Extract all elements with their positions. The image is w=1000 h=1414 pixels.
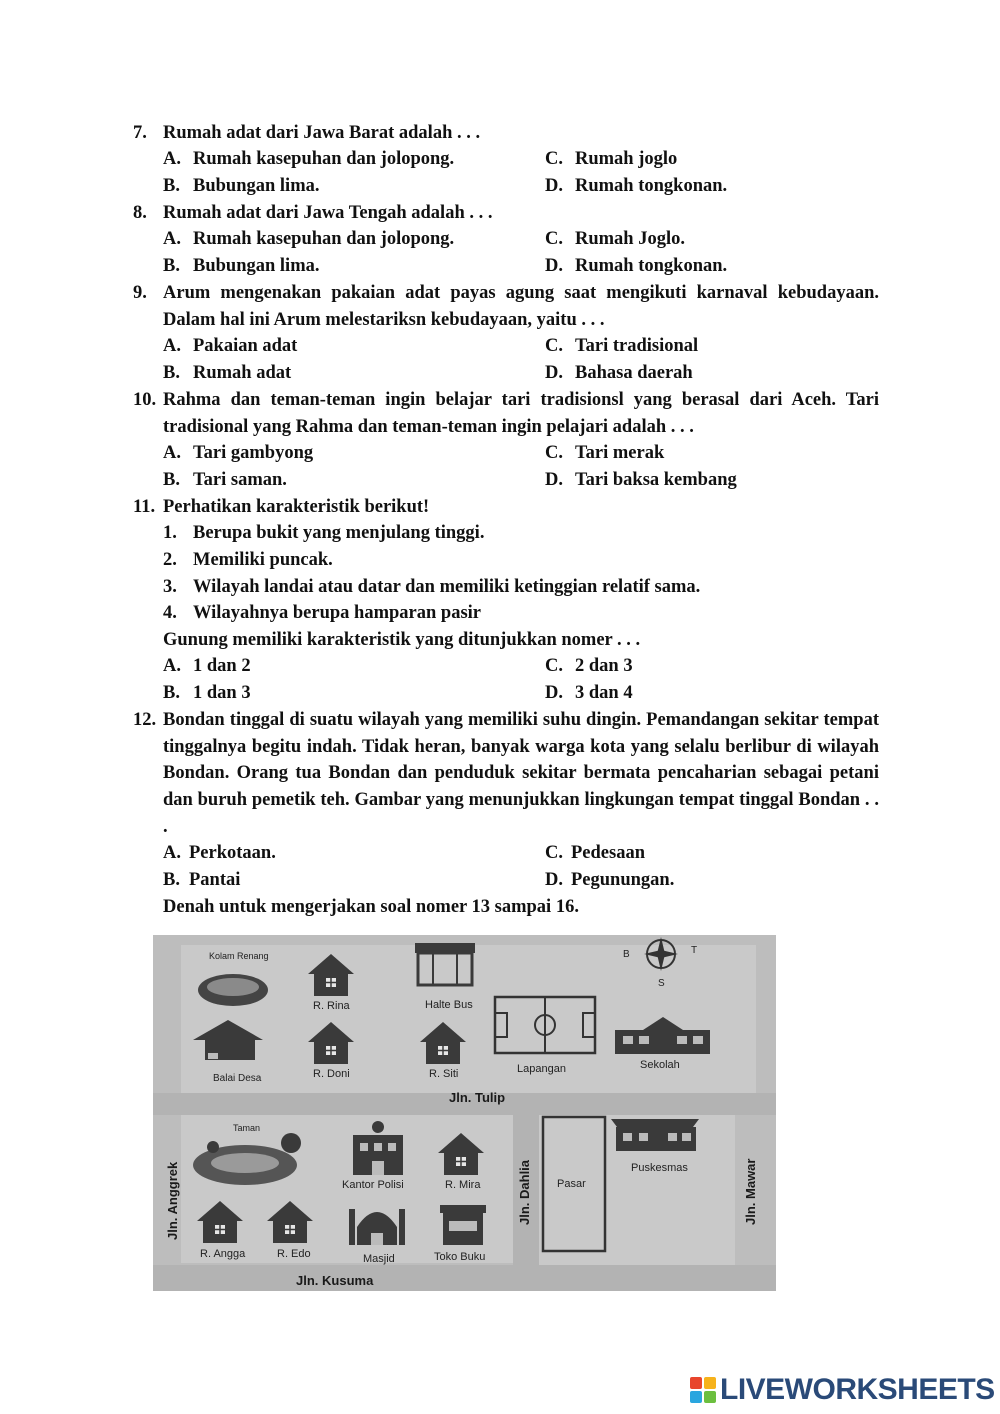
option-a[interactable]: A. Rumah kasepuhan dan jolopong. xyxy=(163,229,455,249)
option-c[interactable]: C. 2 dan 3 xyxy=(545,656,633,676)
question-7 xyxy=(133,120,879,147)
map-label: Puskesmas xyxy=(631,1162,688,1174)
brand-mark-icon xyxy=(690,1377,716,1403)
street-label: Jln. Tulip xyxy=(449,1090,506,1105)
option-d[interactable]: D. 3 dan 4 xyxy=(545,683,633,703)
option-a[interactable]: A. Rumah kasepuhan dan jolopong. xyxy=(163,149,455,169)
map-label: R. Doni xyxy=(313,1068,350,1080)
map-label: R. Rina xyxy=(313,1000,350,1012)
list-item: 1. Berupa bukit yang menjulang tinggi. xyxy=(163,523,485,543)
option-b[interactable]: B. Pantai xyxy=(163,870,241,890)
question-8 xyxy=(133,200,879,227)
street-label: Jln. Kusuma xyxy=(296,1273,374,1288)
option-c[interactable]: C. Tari merak xyxy=(545,443,665,463)
map-label: R. Siti xyxy=(429,1068,459,1080)
map-label: Taman xyxy=(233,1123,261,1133)
option-a[interactable]: A. Pakaian adat xyxy=(163,336,298,356)
street-label: Jln. Mawar xyxy=(743,1158,758,1225)
list-item: 4. Wilayahnya berupa hamparan pasir xyxy=(163,603,482,623)
option-b[interactable]: B. 1 dan 3 xyxy=(163,683,251,703)
map-label: Toko Buku xyxy=(434,1251,486,1263)
question-number: 8. xyxy=(133,203,147,223)
area-map xyxy=(153,935,776,1291)
question-number: 12. xyxy=(133,710,157,730)
compass-label: T xyxy=(691,945,698,956)
question-stem: Bondan tinggal di suatu wilayah yang memiliki suhu dingin. Pemandangan sekitar tempat tinggalnya begitu indah. Tidak heran, banyak warga kota yang selalu berlibur di wilayah Bondan. Orang tua Bondan dan penduduk sekitar bermata pencaharian sebagai petani dan buruh pemetik teh. Gambar yang menunjukkan lingkungan tempat tinggal Bondan . . . xyxy=(163,710,879,837)
option-b[interactable]: B. Bubungan lima. xyxy=(163,176,320,196)
question-stem: Rumah adat dari Jawa Tengah adalah . . . xyxy=(163,203,493,223)
question-number: 9. xyxy=(133,283,147,303)
question-10 xyxy=(133,387,879,441)
map-label: Kolam Renang xyxy=(209,951,269,961)
map-label: R. Edo xyxy=(277,1248,311,1260)
option-d[interactable]: D. Bahasa daerah xyxy=(545,363,693,383)
bookstore-icon xyxy=(440,1205,486,1245)
map-label: Masjid xyxy=(363,1253,395,1265)
street-label: Jln. Dahlia xyxy=(517,1159,532,1225)
map-label: R. Angga xyxy=(200,1248,246,1260)
map-label: Halte Bus xyxy=(425,999,473,1011)
map-label: Balai Desa xyxy=(213,1073,262,1084)
map-intro: Denah untuk mengerjakan soal nomer 13 sampai 16. xyxy=(163,897,579,917)
option-a[interactable]: A. Perkotaan. xyxy=(163,843,276,863)
question-stem: Perhatikan karakteristik berikut! xyxy=(163,497,430,517)
map-drawing xyxy=(153,935,776,1291)
option-b[interactable]: B. Tari saman. xyxy=(163,470,287,490)
brand-text: LIVEWORKSHEETS xyxy=(720,1373,995,1406)
list-item: 2. Memiliki puncak. xyxy=(163,550,333,570)
map-label: Sekolah xyxy=(640,1059,680,1071)
question-number: 10. xyxy=(133,390,157,410)
list-item: 3. Wilayah landai atau datar dan memiliki ketinggian relatif sama. xyxy=(163,577,701,597)
question-stem: Rahma dan teman-teman ingin belajar tari tradisionsl yang berasal dari Aceh. Tari tradisional yang Rahma dan teman-teman ingin pelajari adalah . . . xyxy=(163,390,879,437)
option-b[interactable]: B. Rumah adat xyxy=(163,363,292,383)
compass-label: S xyxy=(658,978,665,989)
map-label: Kantor Polisi xyxy=(342,1179,404,1191)
liveworksheets-logo xyxy=(690,1372,995,1408)
option-a[interactable]: A. Tari gambyong xyxy=(163,443,314,463)
option-d[interactable]: D. Rumah tongkonan. xyxy=(545,176,728,196)
question-stem: Arum mengenakan pakaian adat payas agung saat mengikuti karnaval kebudayaan. Dalam hal ini Arum melestariksn kebudayaan, yaitu . . . xyxy=(163,283,879,330)
option-c[interactable]: C. Pedesaan xyxy=(545,843,645,863)
map-label: Lapangan xyxy=(517,1063,566,1075)
option-c[interactable]: C. Rumah joglo xyxy=(545,149,678,169)
option-c[interactable]: C. Tari tradisional xyxy=(545,336,699,356)
option-a[interactable]: A. 1 dan 2 xyxy=(163,656,251,676)
question-stem: Rumah adat dari Jawa Barat adalah . . . xyxy=(163,123,481,143)
clinic-icon xyxy=(611,1119,699,1151)
option-d[interactable]: D. Tari baksa kembang xyxy=(545,470,737,490)
option-b[interactable]: B. Bubungan lima. xyxy=(163,256,320,276)
map-label: Pasar xyxy=(557,1178,586,1190)
question-11 xyxy=(133,494,879,521)
option-c[interactable]: C. Rumah Joglo. xyxy=(545,229,685,249)
question-number: 7. xyxy=(133,123,147,143)
map-label: R. Mira xyxy=(445,1179,481,1191)
street-label: Jln. Anggrek xyxy=(165,1161,180,1240)
question-number: 11. xyxy=(133,497,156,517)
question-12 xyxy=(133,707,879,842)
question-9 xyxy=(133,280,879,334)
option-d[interactable]: D. Pegunungan. xyxy=(545,870,675,890)
compass-label: B xyxy=(623,949,630,960)
question-prompt: Gunung memiliki karakteristik yang ditunjukkan nomer . . . xyxy=(163,630,641,650)
option-d[interactable]: D. Rumah tongkonan. xyxy=(545,256,728,276)
